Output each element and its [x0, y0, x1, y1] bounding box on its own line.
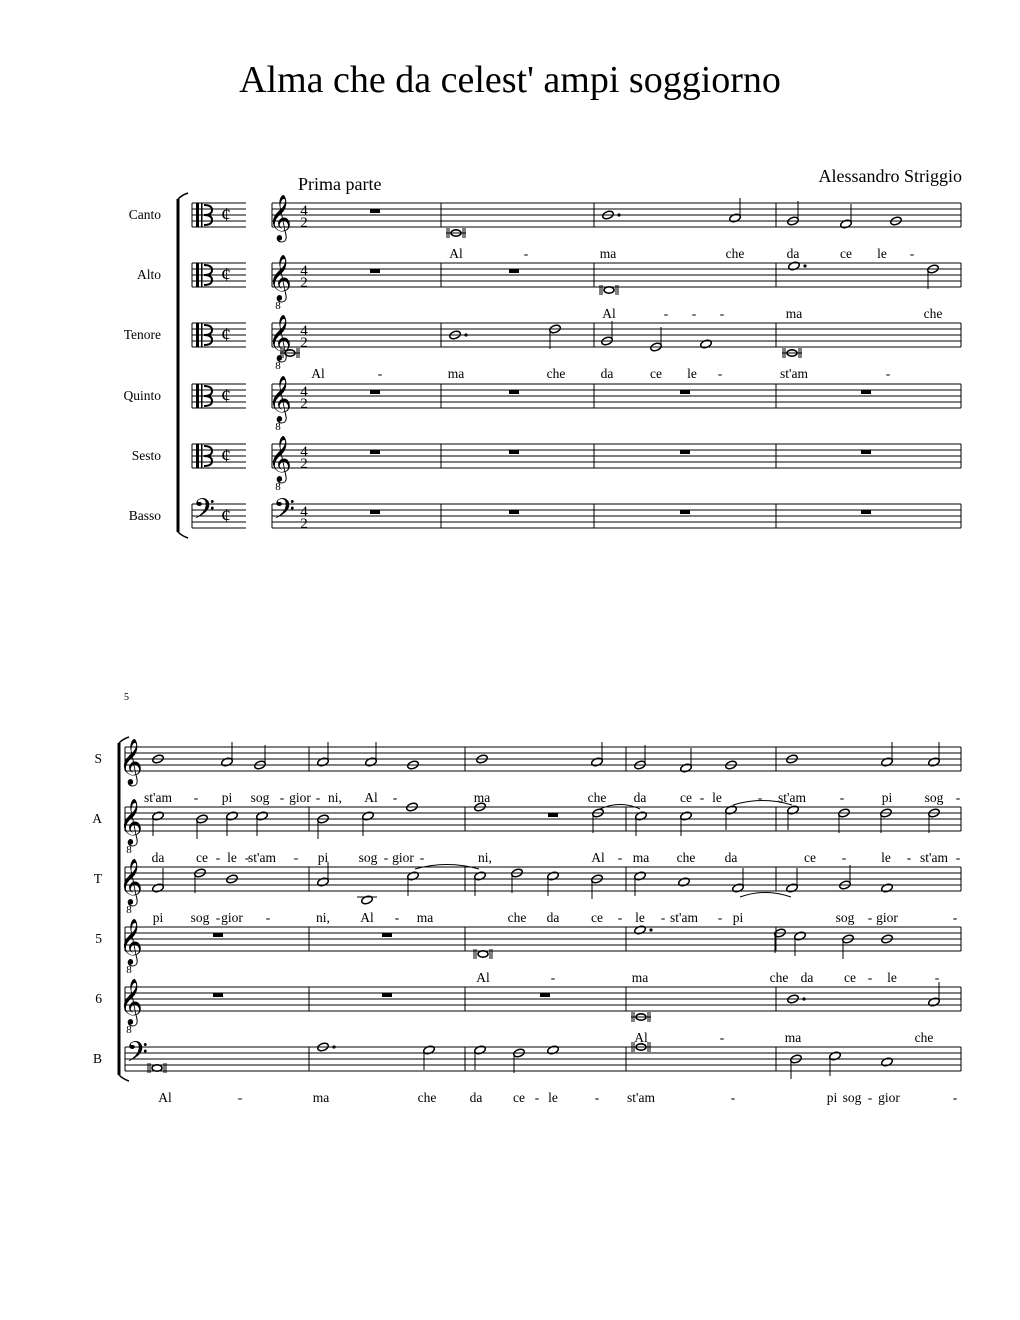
rest-icon — [213, 993, 223, 997]
lyric-syllable: che — [507, 910, 527, 925]
lyric-syllable: - — [244, 850, 250, 865]
lyric-syllable: - — [377, 366, 383, 381]
half-note — [840, 219, 853, 229]
lyric-syllable: ce — [650, 366, 662, 381]
whole-note — [361, 895, 374, 905]
time-signature-top: 4 — [300, 263, 308, 279]
lyric-syllable: ma — [785, 306, 803, 321]
half-note — [680, 811, 693, 821]
c-clef-icon — [201, 384, 203, 408]
cut-time-icon: ¢ — [221, 264, 231, 286]
rest-icon — [213, 933, 223, 937]
time-signature-bottom: 2 — [300, 335, 308, 351]
lyric-syllable: ce — [804, 850, 816, 865]
lyric-syllable: st'am — [778, 790, 806, 805]
half-note — [786, 883, 799, 893]
breve-note — [604, 287, 614, 293]
lyric-syllable: - — [691, 306, 697, 321]
lyric-syllable: - — [265, 910, 271, 925]
lyric-syllable: - — [215, 910, 221, 925]
lyric-syllable: che — [914, 1030, 934, 1045]
treble-clef-icon: 𝄞 — [119, 979, 143, 1024]
half-note — [221, 757, 234, 767]
lyric-syllable: - — [867, 910, 873, 925]
lyric-syllable: sog — [250, 790, 270, 805]
octave-marker: 8 — [275, 421, 281, 433]
lyric-syllable: st'am — [627, 1090, 655, 1105]
half-note — [547, 871, 560, 881]
lyric-syllable: ma — [631, 970, 649, 985]
c-clef-icon — [201, 323, 203, 347]
rest-icon — [370, 269, 380, 273]
lyric-syllable: da — [724, 850, 738, 865]
bass-clef-icon: 𝄢 — [126, 1038, 148, 1075]
lyric-syllable: Al — [476, 970, 490, 985]
lyric-syllable: Al — [364, 790, 378, 805]
lyric-syllable: gior — [876, 910, 898, 925]
lyric-syllable: - — [523, 246, 529, 261]
lyric-syllable: st'am — [248, 850, 276, 865]
rest-icon — [370, 450, 380, 454]
lyric-syllable: gior — [221, 910, 243, 925]
octave-marker: 8 — [126, 904, 132, 916]
part-label: 6 — [95, 991, 102, 1006]
lyric-syllable: - — [909, 246, 915, 261]
whole-note — [788, 261, 801, 271]
bass-clef-icon: 𝄢 — [193, 495, 215, 532]
lyric-syllable: - — [719, 1030, 725, 1045]
half-note — [725, 805, 738, 815]
rest-icon — [509, 269, 519, 273]
lyric-syllable: ce — [196, 850, 208, 865]
lyric-syllable: le — [687, 366, 697, 381]
lyric-syllable: che — [417, 1090, 437, 1105]
lyric-syllable: - — [237, 1090, 243, 1105]
system-bracket — [178, 532, 188, 538]
c-clef-icon — [196, 203, 199, 227]
time-signature-top: 4 — [300, 444, 308, 460]
octave-marker: 8 — [275, 300, 281, 312]
part-label: S — [94, 751, 102, 766]
lyric-syllable: ce — [844, 970, 856, 985]
part-label: 5 — [95, 931, 102, 946]
lyric-syllable: pi — [881, 790, 893, 805]
lyric-syllable: - — [660, 910, 666, 925]
half-note — [152, 883, 165, 893]
half-note — [881, 757, 894, 767]
lyric-syllable: - — [719, 306, 725, 321]
rest-icon — [548, 813, 558, 817]
part-label: Alto — [136, 267, 161, 282]
half-note — [787, 805, 800, 815]
half-note — [794, 931, 807, 941]
lyric-syllable: ma — [416, 910, 434, 925]
lyric-syllable: Al — [634, 1030, 648, 1045]
part-label: Quinto — [123, 388, 161, 403]
lyric-syllable: le — [227, 850, 237, 865]
lyric-syllable: - — [906, 850, 912, 865]
lyric-syllable: ma — [632, 850, 650, 865]
cut-time-icon: ¢ — [221, 204, 231, 226]
breve-note — [152, 1065, 162, 1071]
whole-note — [678, 877, 691, 887]
lyric-syllable: ma — [473, 790, 491, 805]
lyric-syllable: ni, — [316, 910, 330, 925]
lyric-syllable: pi — [317, 850, 329, 865]
half-note — [423, 1045, 436, 1055]
half-note — [635, 811, 648, 821]
rest-icon — [680, 390, 690, 394]
system-bracket — [178, 193, 188, 199]
half-note — [317, 877, 330, 887]
lyric-syllable: che — [676, 850, 696, 865]
half-note — [152, 811, 165, 821]
octave-marker: 8 — [126, 1024, 132, 1036]
lyric-syllable: le — [877, 246, 887, 261]
staff-layer — [119, 193, 961, 1081]
octave-marker: 8 — [275, 360, 281, 372]
lyric-syllable: - — [617, 850, 623, 865]
rest-icon — [382, 993, 392, 997]
c-clef-icon — [201, 203, 203, 227]
lyric-syllable: - — [757, 790, 763, 805]
half-note — [256, 811, 269, 821]
rest-icon — [509, 510, 519, 514]
lyric-syllable: ce — [680, 790, 692, 805]
time-signature-bottom: 2 — [300, 456, 308, 472]
augmentation-dot — [649, 928, 652, 931]
part-label: Basso — [128, 508, 161, 523]
lyric-syllable: Al — [158, 1090, 172, 1105]
lyric-syllable: - — [594, 1090, 600, 1105]
rest-icon — [370, 390, 380, 394]
lyric-syllable: st'am — [780, 366, 808, 381]
lyric-syllable: da — [151, 850, 165, 865]
lyric-syllable: da — [800, 970, 814, 985]
half-note — [362, 811, 375, 821]
lyric-syllable: ce — [840, 246, 852, 261]
treble-clef-icon: 𝄞 — [119, 799, 143, 844]
half-note — [474, 1045, 487, 1055]
lyric-syllable: - — [419, 850, 425, 865]
lyric-syllable: ma — [312, 1090, 330, 1105]
section-label: Prima parte — [298, 174, 382, 194]
rest-icon — [861, 510, 871, 514]
lyric-syllable: che — [769, 970, 789, 985]
half-note — [407, 871, 420, 881]
half-note — [680, 763, 693, 773]
augmentation-dot — [464, 333, 467, 336]
lyric-syllable: - — [193, 790, 199, 805]
lyric-syllable: pi — [732, 910, 744, 925]
c-clef-icon — [196, 263, 199, 287]
half-note — [226, 811, 239, 821]
rest-icon — [680, 510, 690, 514]
c-clef-icon — [196, 323, 199, 347]
system-bracket — [119, 1075, 129, 1081]
lyric-syllable: - — [550, 970, 556, 985]
time-signature-bottom: 2 — [300, 516, 308, 532]
lyric-syllable: le — [635, 910, 645, 925]
lyric-syllable: ce — [513, 1090, 525, 1105]
note-layer — [148, 198, 940, 1079]
rest-icon — [540, 993, 550, 997]
rest-icon — [861, 450, 871, 454]
treble-clef-icon: 𝄞 — [268, 195, 292, 240]
lyric-syllable: che — [725, 246, 745, 261]
lyric-syllable: ni, — [478, 850, 492, 865]
c-clef-icon — [196, 444, 199, 468]
whole-note — [881, 1057, 894, 1067]
octave-marker: 8 — [126, 844, 132, 856]
treble-clef-icon: 𝄞 — [119, 859, 143, 904]
lyric-syllable: - — [867, 970, 873, 985]
part-label: Sesto — [131, 448, 161, 463]
whole-note — [547, 1045, 560, 1055]
half-note — [928, 757, 941, 767]
half-note — [829, 1051, 842, 1061]
treble-clef-icon: 𝄞 — [119, 739, 143, 784]
lyric-syllable: - — [392, 790, 398, 805]
time-signature-bottom: 2 — [300, 396, 308, 412]
lyric-syllable: st'am — [670, 910, 698, 925]
lyric-syllable: - — [293, 850, 299, 865]
lyric-syllable: st'am — [920, 850, 948, 865]
half-note — [317, 757, 330, 767]
time-signature-bottom: 2 — [300, 215, 308, 231]
rest-icon — [509, 450, 519, 454]
cut-time-icon: ¢ — [221, 324, 231, 346]
whole-note — [881, 883, 894, 893]
part-label: Canto — [128, 207, 161, 222]
c-clef-icon — [196, 384, 199, 408]
rest-icon — [382, 933, 392, 937]
measure-number: 5 — [124, 692, 129, 703]
time-signature-top: 4 — [300, 203, 308, 219]
half-note — [365, 757, 378, 767]
part-label: A — [92, 811, 102, 826]
cut-time-icon: ¢ — [221, 385, 231, 407]
lyric-syllable: pi — [221, 790, 233, 805]
lyric-syllable: da — [786, 246, 800, 261]
lyric-syllable: ma — [447, 366, 465, 381]
augmentation-dot — [332, 1045, 335, 1048]
time-signature-top: 4 — [300, 384, 308, 400]
lyric-syllable: - — [383, 850, 389, 865]
lyric-syllable: - — [315, 790, 321, 805]
half-note — [729, 213, 742, 223]
augmentation-dot — [803, 264, 806, 267]
lyric-syllable: le — [548, 1090, 558, 1105]
lyric-syllable: ni, — [328, 790, 342, 805]
lyric-syllable: - — [663, 306, 669, 321]
lyric-syllable: - — [952, 910, 958, 925]
treble-clef-icon: 𝄞 — [119, 919, 143, 964]
time-signature-bottom: 2 — [300, 275, 308, 291]
lyric-syllable: che — [546, 366, 566, 381]
cut-time-icon: ¢ — [221, 505, 231, 527]
rest-icon — [370, 209, 380, 213]
half-note — [928, 997, 941, 1007]
c-clef-icon — [201, 263, 203, 287]
lyric-syllable: gior — [878, 1090, 900, 1105]
lyric-syllable: Al — [602, 306, 616, 321]
lyric-syllable: - — [885, 366, 891, 381]
octave-marker: 8 — [126, 964, 132, 976]
lyric-syllable: sog — [842, 1090, 862, 1105]
time-signature-top: 4 — [300, 504, 308, 520]
lyric-syllable: da — [546, 910, 560, 925]
lyric-syllable: pi — [826, 1090, 838, 1105]
octave-marker: 8 — [275, 481, 281, 493]
treble-clef-icon: 𝄞 — [268, 255, 292, 300]
lyric-syllable: - — [699, 790, 705, 805]
breve-note — [478, 951, 488, 957]
lyric-syllable: Al — [591, 850, 605, 865]
half-note — [634, 871, 647, 881]
lyric-syllable: le — [881, 850, 891, 865]
lyric-syllable: gior — [289, 790, 311, 805]
lyric-syllable: - — [952, 1090, 958, 1105]
lyric-syllable: - — [841, 850, 847, 865]
cut-time-icon: ¢ — [221, 445, 231, 467]
c-clef-icon — [201, 444, 203, 468]
whole-note — [634, 925, 647, 935]
augmentation-dot — [617, 213, 620, 216]
rest-icon — [680, 450, 690, 454]
lyric-syllable: - — [279, 790, 285, 805]
lyric-syllable: che — [923, 306, 943, 321]
lyric-syllable: Al — [360, 910, 374, 925]
rest-icon — [370, 510, 380, 514]
lyric-syllable: da — [469, 1090, 483, 1105]
lyric-syllable: - — [839, 790, 845, 805]
half-note — [732, 883, 745, 893]
whole-note — [700, 339, 713, 349]
lyric-syllable: sog — [190, 910, 210, 925]
time-signature-top: 4 — [300, 323, 308, 339]
lyric-syllable: che — [587, 790, 607, 805]
lyric-syllable: - — [215, 850, 221, 865]
treble-clef-icon: 𝄞 — [268, 315, 292, 360]
part-label: Tenore — [123, 327, 161, 342]
treble-clef-icon: 𝄞 — [268, 436, 292, 481]
lyric-syllable: ma — [599, 246, 617, 261]
lyric-syllable: da — [600, 366, 614, 381]
lyric-syllable: Al — [311, 366, 325, 381]
lyric-syllable: - — [617, 910, 623, 925]
lyric-syllable: le — [887, 970, 897, 985]
lyric-syllable: pi — [152, 910, 164, 925]
lyric-syllable: sog — [358, 850, 378, 865]
lyric-syllable: - — [717, 910, 723, 925]
lyric-syllable: Al — [449, 246, 463, 261]
bass-clef-icon: 𝄢 — [273, 495, 295, 532]
lyric-syllable: ce — [591, 910, 603, 925]
augmentation-dot — [802, 997, 805, 1000]
tie — [740, 893, 791, 898]
lyric-syllable: - — [730, 1090, 736, 1105]
lyric-syllable: sog — [835, 910, 855, 925]
part-label: T — [93, 871, 102, 886]
treble-clef-icon: 𝄞 — [268, 376, 292, 421]
lyric-syllable: - — [394, 910, 400, 925]
lyric-syllable: - — [955, 790, 961, 805]
lyric-syllable: - — [867, 1090, 873, 1105]
lyric-syllable: - — [934, 970, 940, 985]
score-title: Alma che da celest' ampi soggiorno — [239, 59, 781, 101]
rest-icon — [861, 390, 871, 394]
half-note — [474, 871, 487, 881]
half-note — [591, 757, 604, 767]
lyric-syllable: - — [955, 850, 961, 865]
part-label: B — [92, 1051, 102, 1066]
rest-icon — [509, 390, 519, 394]
lyric-syllable: - — [534, 1090, 540, 1105]
lyric-syllable: gior — [392, 850, 414, 865]
lyric-syllable: da — [633, 790, 647, 805]
lyric-syllable: le — [712, 790, 722, 805]
lyric-syllable: st'am — [144, 790, 172, 805]
lyric-syllable: ma — [784, 1030, 802, 1045]
composer-name: Alessandro Striggio — [818, 166, 962, 186]
lyric-syllable: - — [717, 366, 723, 381]
lyric-syllable: sog — [924, 790, 944, 805]
